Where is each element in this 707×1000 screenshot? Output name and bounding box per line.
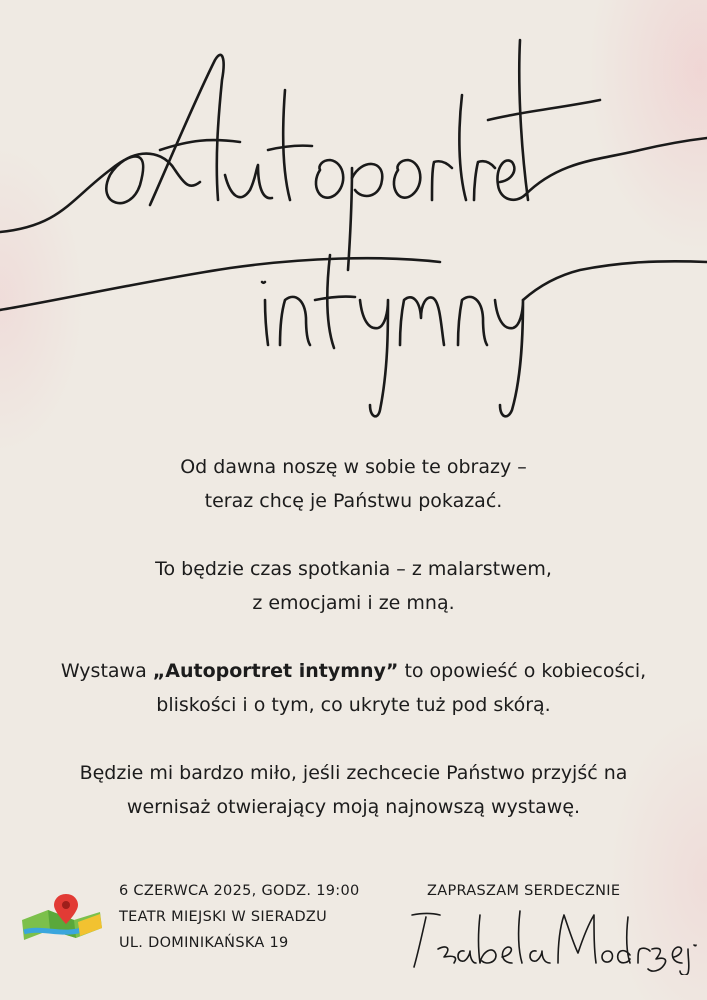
map-pin-icon <box>18 892 104 944</box>
invite-heading: ZAPRASZAM SERDECZNIE <box>427 883 621 899</box>
invitation-text <box>20 450 687 858</box>
paragraph-meeting-line-2: z emocjami i ze mną. <box>252 592 455 614</box>
paragraph-exhibition-line-2: bliskości i o tym, co ukryte tuż pod skórą. <box>156 694 551 716</box>
event-venue: TEATR MIEJSKI W SIERADZU <box>119 909 328 925</box>
paragraph-welcome-line-1: Będzie mi bardzo miło, jeśli zechcecie Państwo przyjść na <box>79 762 628 784</box>
paragraph-meeting-line-1: To będzie czas spotkania – z malarstwem, <box>155 558 552 580</box>
event-address: UL. DOMINIKAŃSKA 19 <box>119 935 289 951</box>
paragraph-exhibition <box>20 654 687 722</box>
paragraph-welcome-line-2: wernisaż otwierający moją najnowszą wystawę. <box>126 796 581 818</box>
exhibition-title-bold: „Autoportret intymny” <box>152 660 399 682</box>
title-lettering <box>0 0 707 430</box>
paragraph-intro-line-1: Od dawna noszę w sobie te obrazy – <box>180 456 527 478</box>
paragraph-intro-line-2: teraz chcę je Państwu pokazać. <box>204 490 503 512</box>
paragraph-exhibition-prefix: Wystawa <box>60 660 153 682</box>
paragraph-intro <box>20 450 687 518</box>
paragraph-exhibition-suffix: to opowieść o kobiecości, <box>398 660 647 682</box>
event-details <box>119 878 360 956</box>
event-date: 6 CZERWCA 2025, GODZ. 19:00 <box>119 883 360 899</box>
signature <box>408 905 698 975</box>
paragraph-welcome <box>20 756 687 824</box>
paragraph-meeting <box>20 552 687 620</box>
